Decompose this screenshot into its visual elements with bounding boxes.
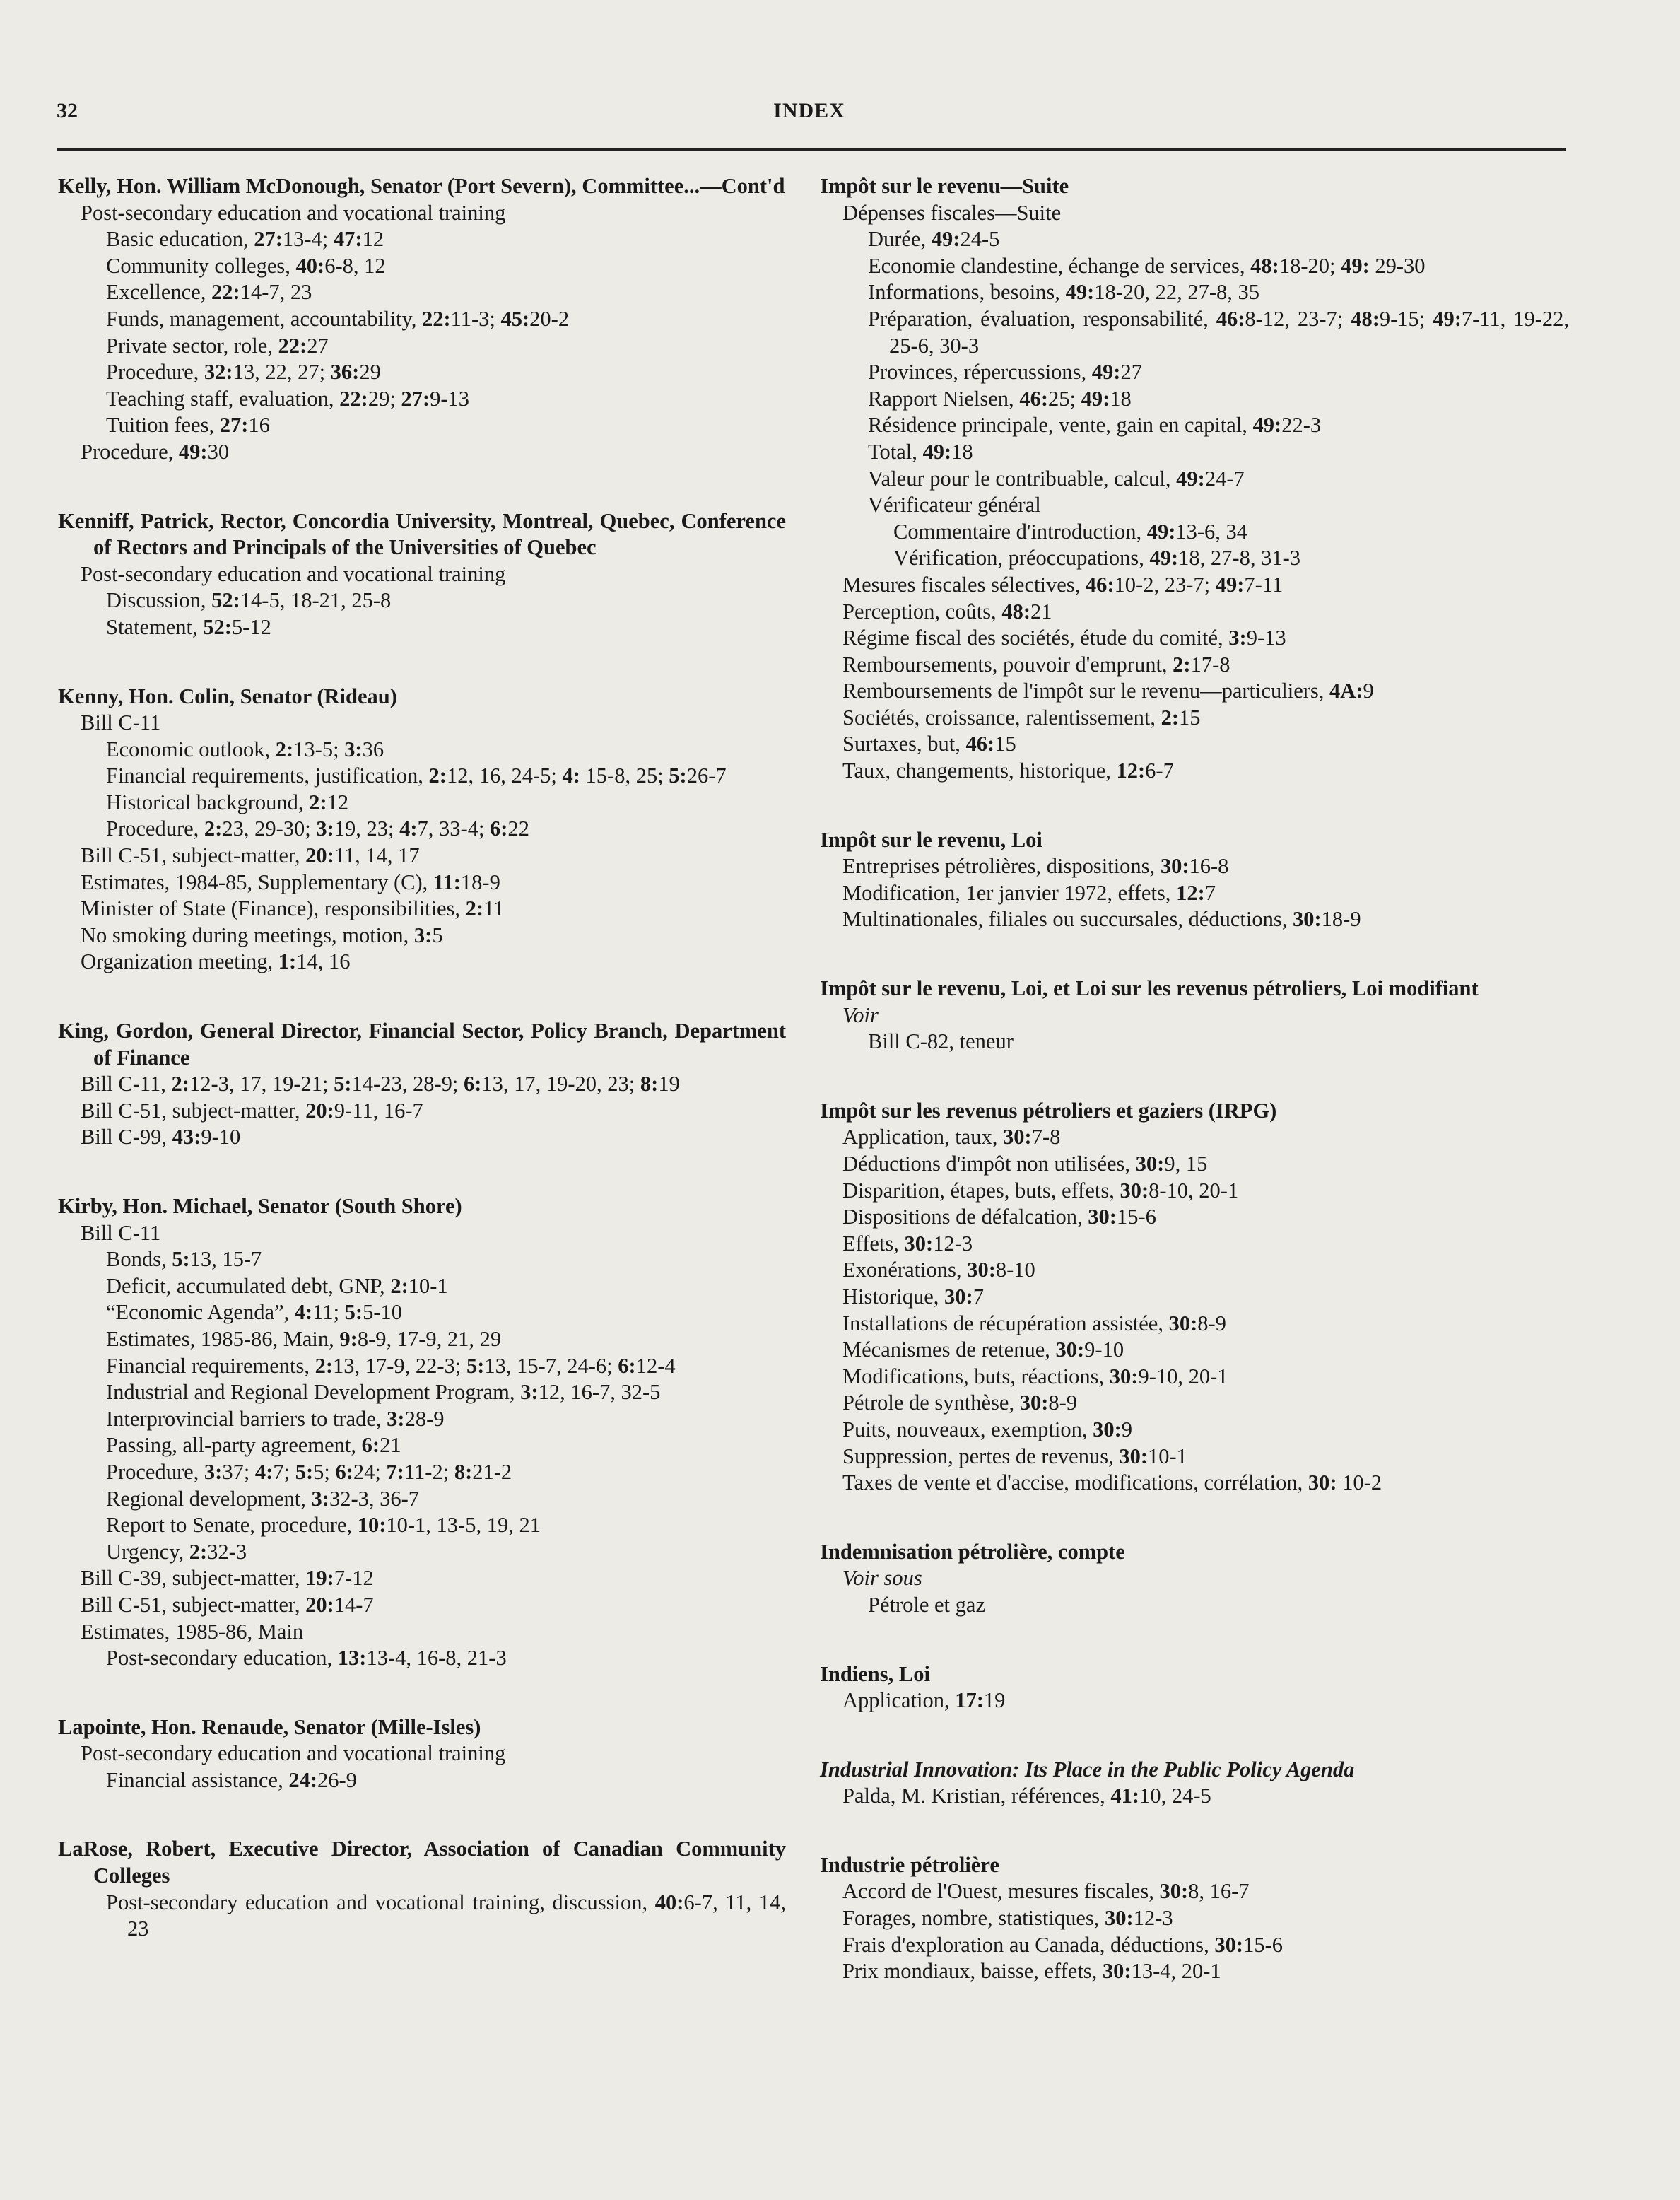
entry-line: “Economic Agenda”, 4:11; 5:5-10	[106, 1300, 403, 1325]
entry-line: Résidence principale, vente, gain en capital, 49:22-3	[868, 413, 1322, 438]
entry-line: Application, taux, 30:7-8	[842, 1125, 1061, 1149]
entry-line: Post-secondary education and vocational training, discussion, 40:6-7, 11, 14, 23	[106, 1890, 786, 1941]
entry-line: Forages, nombre, statistiques, 30:12-3	[842, 1906, 1173, 1931]
entry-line: Installations de récupération assistée, 30:8-9	[842, 1311, 1226, 1335]
entry-line: Discussion, 52:14-5, 18-21, 25-8	[106, 588, 392, 613]
entry-see-reference: Voir sous	[842, 1566, 922, 1591]
entry-line: Deficit, accumulated debt, GNP, 2:10-1	[106, 1273, 448, 1298]
entry-heading: Industrie pétrolière	[820, 1852, 999, 1877]
entry-line: Bill C-11	[81, 710, 161, 735]
entry-line: Private sector, role, 22:27	[106, 333, 329, 358]
entry-heading: Impôt sur le revenu, Loi	[820, 827, 1042, 852]
entry-line: Informations, besoins, 49:18-20, 22, 27-8, 35	[868, 280, 1260, 305]
entry-line: Bill C-99, 43:9-10	[81, 1125, 241, 1149]
entry-line: Vérificateur général	[868, 493, 1041, 517]
entry-line: Remboursements, pouvoir d'emprunt, 2:17-8	[842, 652, 1230, 677]
entry-line: Bill C-51, subject-matter, 20:11, 14, 17	[81, 843, 420, 868]
index-entry	[58, 684, 786, 976]
page-number: 32	[57, 99, 78, 122]
index-entry	[58, 1836, 786, 1942]
entry-line: Teaching staff, evaluation, 22:29; 27:9-13	[106, 386, 470, 411]
entry-line: Estimates, 1985-86, Main, 9:8-9, 17-9, 21, 29	[106, 1326, 502, 1351]
index-column-right	[820, 173, 1569, 2028]
entry-line: Commentaire d'introduction, 49:13-6, 34	[893, 519, 1248, 544]
index-column-left	[58, 173, 786, 1985]
entry-heading: Indiens, Loi	[820, 1661, 930, 1686]
index-entry	[58, 1193, 786, 1672]
entry-line: Bill C-82, teneur	[868, 1029, 1014, 1054]
entry-line: Estimates, 1984-85, Supplementary (C), 11:18-9	[81, 870, 500, 894]
index-entry	[820, 976, 1569, 1055]
entry-heading: Kirby, Hon. Michael, Senator (South Shore)	[58, 1194, 462, 1218]
entry-heading: Kelly, Hon. William McDonough, Senator (Port Severn), Committee...—Cont'd	[58, 174, 785, 198]
index-entry	[820, 1661, 1569, 1714]
entry-line: Provinces, répercussions, 49:27	[868, 360, 1142, 385]
entry-heading: Indemnisation pétrolière, compte	[820, 1539, 1125, 1564]
entry-line: Disparition, étapes, buts, effets, 30:8-10, 20-1	[842, 1178, 1239, 1203]
entry-line: Bonds, 5:13, 15-7	[106, 1247, 262, 1272]
entry-line: No smoking during meetings, motion, 3:5	[81, 923, 443, 947]
entry-line: Post-secondary education and vocational training	[81, 200, 506, 225]
entry-line: Palda, M. Kristian, références, 41:10, 24-5	[842, 1784, 1211, 1808]
running-head: INDEX	[773, 99, 845, 122]
entry-line: Procedure, 49:30	[81, 439, 230, 464]
entry-line: Dépenses fiscales—Suite	[842, 200, 1062, 225]
entry-line: Funds, management, accountability, 22:11-3; 45:20-2	[106, 306, 570, 331]
entry-line: Entreprises pétrolières, dispositions, 30:16-8	[842, 854, 1229, 879]
entry-line: Regional development, 3:32-3, 36-7	[106, 1486, 420, 1511]
entry-line: Exonérations, 30:8-10	[842, 1258, 1035, 1282]
entry-line: Frais d'exploration au Canada, déductions, 30:15-6	[842, 1932, 1284, 1957]
entry-line: Mécanismes de retenue, 30:9-10	[842, 1338, 1124, 1362]
entry-line: Bill C-51, subject-matter, 20:14-7	[81, 1592, 374, 1617]
entry-line: Bill C-11, 2:12-3, 17, 19-21; 5:14-23, 28-9; 6:13, 17, 19-20, 23; 8:19	[81, 1072, 680, 1096]
entry-line: Procedure, 3:37; 4:7; 5:5; 6:24; 7:11-2; 8:21-2	[106, 1459, 512, 1484]
entry-line: Surtaxes, but, 46:15	[842, 732, 1016, 756]
header-rule	[57, 148, 1566, 151]
entry-line: Déductions d'impôt non utilisées, 30:9, 15	[842, 1152, 1208, 1176]
entry-line: Puits, nouveaux, exemption, 30:9	[842, 1417, 1133, 1441]
entry-heading: Kenny, Hon. Colin, Senator (Rideau)	[58, 684, 397, 708]
entry-line: Accord de l'Ouest, mesures fiscales, 30:8, 16-7	[842, 1879, 1250, 1904]
index-entry	[58, 1714, 786, 1794]
entry-line: Vérification, préoccupations, 49:18, 27-8, 31-3	[893, 546, 1300, 571]
entry-line: Taxes de vente et d'accise, modifications, corrélation, 30: 10-2	[842, 1470, 1382, 1495]
entry-line: Organization meeting, 1:14, 16	[81, 949, 351, 974]
index-entry	[58, 508, 786, 641]
entry-line: Taux, changements, historique, 12:6-7	[842, 759, 1174, 783]
entry-line: Suppression, pertes de revenus, 30:10-1	[842, 1444, 1187, 1468]
entry-line: Procedure, 32:13, 22, 27; 36:29	[106, 360, 381, 385]
entry-line: Post-secondary education and vocational training	[81, 1741, 506, 1766]
entry-line: Pétrole et gaz	[868, 1592, 985, 1617]
index-entry	[820, 173, 1569, 785]
entry-line: Community colleges, 40:6-8, 12	[106, 253, 386, 278]
entry-line: Tuition fees, 27:16	[106, 413, 270, 438]
index-entry	[58, 173, 786, 466]
entry-line: Historical background, 2:12	[106, 790, 349, 814]
entry-line: Multinationales, filiales ou succursales, déductions, 30:18-9	[842, 907, 1361, 932]
entry-heading: Kenniff, Patrick, Rector, Concordia University, Montreal, Quebec, Conference of Rectors and Principals of the Universities of Quebec	[58, 508, 786, 560]
entry-line: Modification, 1er janvier 1972, effets, 12:7	[842, 880, 1216, 905]
entry-line: Basic education, 27:13-4; 47:12	[106, 227, 384, 252]
entry-line: Bill C-11	[81, 1220, 161, 1245]
entry-line: Minister of State (Finance), responsibilities, 2:11	[81, 896, 505, 921]
entry-heading: Lapointe, Hon. Renaude, Senator (Mille-Isles)	[58, 1714, 481, 1739]
entry-line: Durée, 49:24-5	[868, 227, 1000, 252]
entry-line: Economie clandestine, échange de services, 48:18-20; 49: 29-30	[868, 253, 1426, 278]
entry-line: Industrial and Regional Development Program, 3:12, 16-7, 32-5	[106, 1380, 661, 1405]
entry-heading: Impôt sur le revenu—Suite	[820, 174, 1069, 198]
entry-line: Pétrole de synthèse, 30:8-9	[842, 1391, 1078, 1415]
entry-line: Estimates, 1985-86, Main	[81, 1619, 304, 1644]
entry-line: Report to Senate, procedure, 10:10-1, 13-5, 19, 21	[106, 1513, 541, 1538]
entry-heading: LaRose, Robert, Executive Director, Association of Canadian Community Colleges	[58, 1837, 786, 1888]
index-entry	[820, 1852, 1569, 1985]
entry-line: Remboursements de l'impôt sur le revenu—particuliers, 4A:9	[842, 679, 1374, 703]
entry-line: Procedure, 2:23, 29-30; 3:19, 23; 4:7, 33-4; 6:22	[106, 817, 529, 841]
entry-line: Total, 49:18	[868, 439, 973, 464]
index-entry	[820, 1757, 1569, 1810]
entry-heading: Industrial Innovation: Its Place in the Public Policy Agenda	[820, 1757, 1355, 1781]
entry-line: Statement, 52:5-12	[106, 614, 271, 639]
entry-line: Prix mondiaux, baisse, effets, 30:13-4, 20-1	[842, 1959, 1221, 1984]
entry-heading: King, Gordon, General Director, Financial Sector, Policy Branch, Department of Finance	[58, 1019, 786, 1070]
entry-line: Financial requirements, 2:13, 17-9, 22-3; 5:13, 15-7, 24-6; 6:12-4	[106, 1353, 676, 1378]
entry-line: Financial requirements, justification, 2:12, 16, 24-5; 4: 15-8, 25; 5:26-7	[106, 763, 727, 788]
entry-line: Dispositions de défalcation, 30:15-6	[842, 1205, 1156, 1229]
entry-line: Interprovincial barriers to trade, 3:28-9	[106, 1406, 445, 1431]
entry-line: Economic outlook, 2:13-5; 3:36	[106, 737, 384, 761]
entry-line: Modifications, buts, réactions, 30:9-10, 20-1	[842, 1364, 1228, 1388]
entry-heading: Impôt sur les revenus pétroliers et gaziers (IRPG)	[820, 1098, 1277, 1123]
entry-line: Valeur pour le contribuable, calcul, 49:24-7	[868, 466, 1245, 491]
index-entry	[820, 827, 1569, 933]
entry-line: Post-secondary education and vocational training	[81, 561, 506, 586]
entry-line: Historique, 30:7	[842, 1284, 984, 1309]
entry-line: Post-secondary education, 13:13-4, 16-8, 21-3	[106, 1646, 507, 1671]
entry-line: Mesures fiscales sélectives, 46:10-2, 23-7; 49:7-11	[842, 572, 1284, 597]
entry-line: Régime fiscal des sociétés, étude du comité, 3:9-13	[842, 626, 1286, 650]
page-header	[57, 99, 1562, 134]
index-entry	[820, 1098, 1569, 1497]
index-entry	[820, 1539, 1569, 1619]
index-entry	[58, 1018, 786, 1151]
entry-line: Préparation, évaluation, responsabilité, 46:8-12, 23-7; 48:9-15; 49:7-11, 19-22, 25-6, 30-3	[868, 306, 1569, 358]
entry-line: Sociétés, croissance, ralentissement, 2:15	[842, 705, 1201, 730]
entry-line: Application, 17:19	[842, 1688, 1006, 1713]
entry-line: Effets, 30:12-3	[842, 1231, 973, 1256]
entry-line: Passing, all-party agreement, 6:21	[106, 1433, 401, 1458]
entry-line: Rapport Nielsen, 46:25; 49:18	[868, 386, 1132, 411]
entry-line: Financial assistance, 24:26-9	[106, 1767, 357, 1792]
entry-line: Urgency, 2:32-3	[106, 1539, 247, 1564]
entry-see-reference: Voir	[842, 1002, 879, 1027]
entry-line: Excellence, 22:14-7, 23	[106, 280, 312, 305]
entry-line: Bill C-51, subject-matter, 20:9-11, 16-7	[81, 1098, 423, 1123]
entry-line: Perception, coûts, 48:21	[842, 599, 1052, 624]
entry-line: Bill C-39, subject-matter, 19:7-12	[81, 1566, 374, 1591]
entry-heading: Impôt sur le revenu, Loi, et Loi sur les revenus pétroliers, Loi modifiant	[820, 976, 1479, 1001]
